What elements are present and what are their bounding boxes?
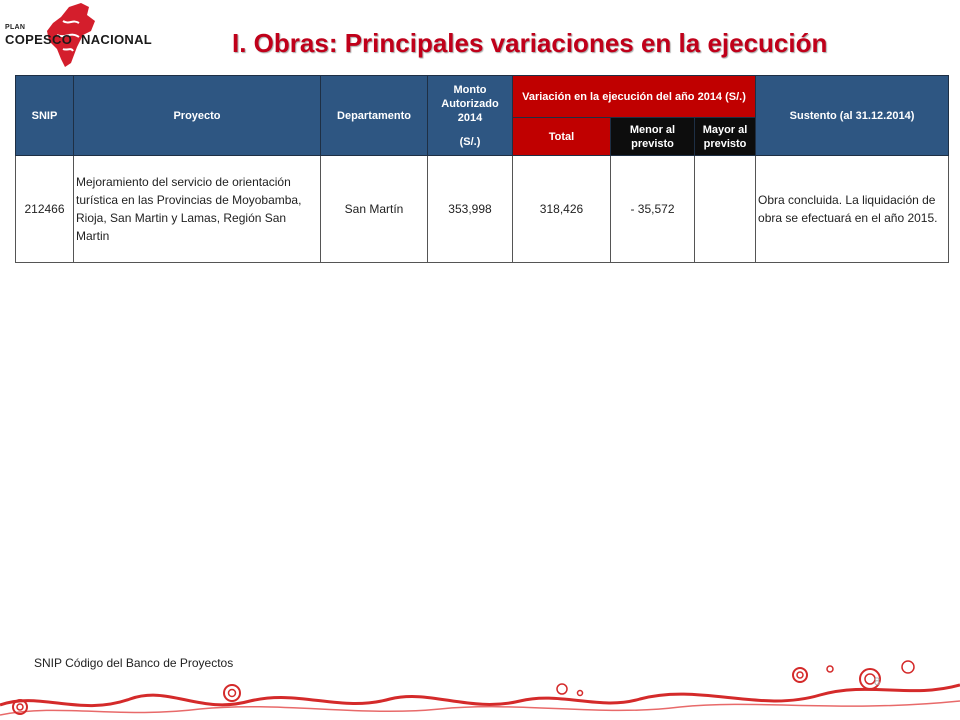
cell-snip: 212466 [16,156,74,263]
header-menor: Menor al previsto [611,118,695,156]
header-mayor: Mayor al previsto [695,118,756,156]
page-number: 8 [874,676,881,688]
cell-monto: 353,998 [428,156,513,263]
header-variacion: Variación en la ejecución del año 2014 (S/.) [513,76,756,118]
page-title: I. Obras: Principales variaciones en la ejecución [232,28,828,58]
cell-mayor [695,156,756,263]
header-proyecto: Proyecto [74,76,321,156]
plan-copesco-logo [3,1,153,69]
header-monto-unit: (S/.) [459,135,481,148]
logo-nacional-text: NACIONAL [81,32,153,47]
header-total: Total [513,118,611,156]
cell-departamento: San Martín [321,156,428,263]
variations-table [15,75,949,263]
header-monto-label: Monto Autorizado 2014 [441,83,499,124]
cell-proyecto: Mejoramiento del servicio de orientación turística en las Provincias de Moyobamba, Rioja, San Martin y Lamas, Región San Martin [74,156,321,263]
footnote: SNIP Código del Banco de Proyectos [34,656,234,670]
header-snip: SNIP [16,76,74,156]
logo-plan-text: PLAN [5,24,26,31]
cell-menor: - 35,572 [611,156,695,263]
table-row [16,156,949,263]
header-monto [428,76,513,156]
swirl-decoration [0,655,960,720]
header-departamento: Departamento [321,76,428,156]
cell-total: 318,426 [513,156,611,263]
header-sustento: Sustento (al 31.12.2014) [756,76,949,156]
logo-copesco-text: COPESCO [5,32,73,47]
cell-sustento: Obra concluida. La liquidación de obra se efectuará en el año 2015. [756,156,949,263]
